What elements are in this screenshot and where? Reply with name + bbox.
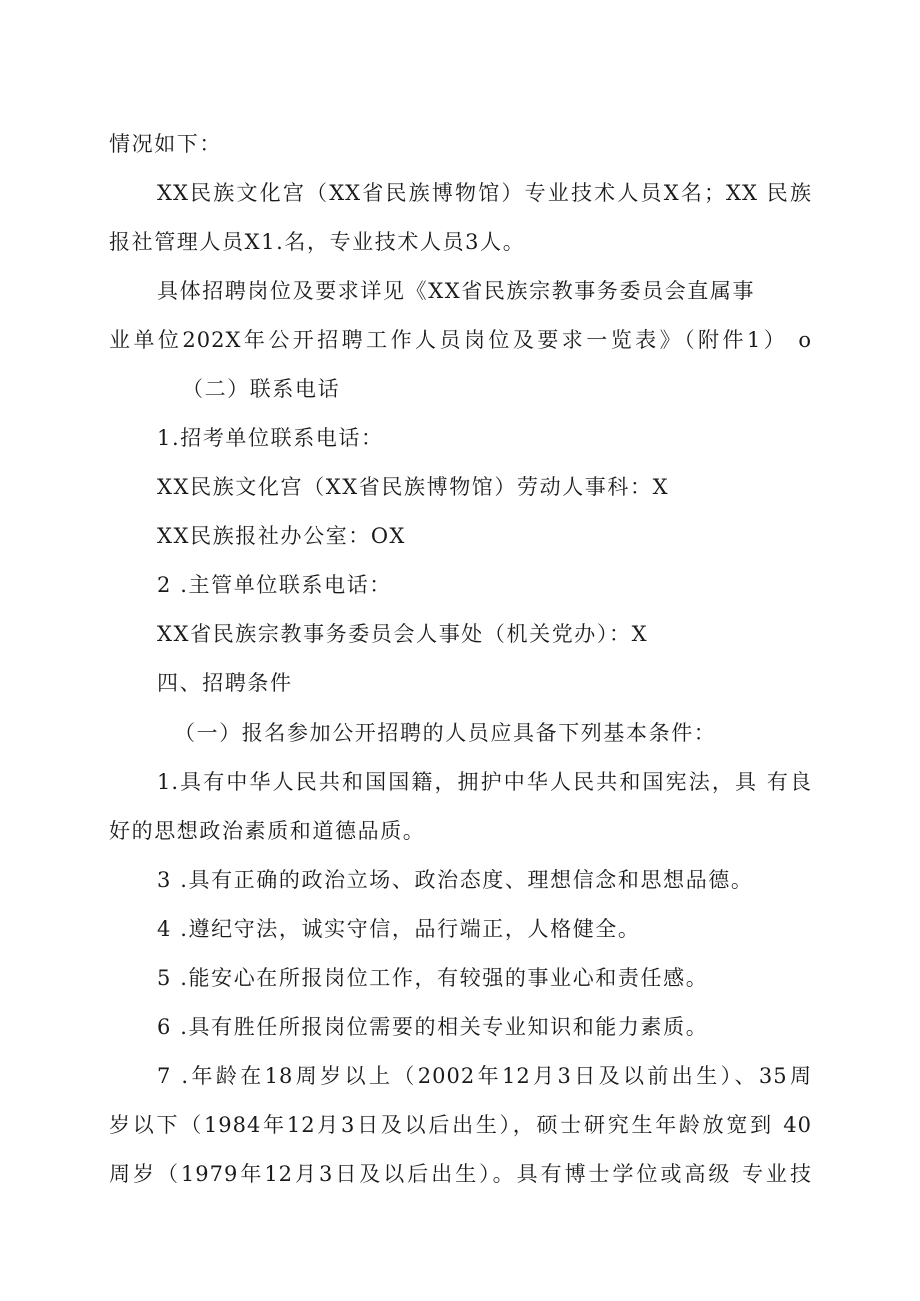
text-line-14: 1.具有中华人民共和国国籍，拥护中华人民共和国宪法，具 有良 [157, 770, 812, 794]
text-line-17: 4 .遵纪守法，诚实守信，品行端正，人格健全。 [157, 917, 641, 941]
text-line-4: 具体招聘岗位及要求详见《XX省民族宗教事务委员会直属事 [157, 279, 756, 303]
text-line-15: 好的思想政治素质和道德品质。 [109, 819, 426, 843]
text-line-19: 6 .具有胜任所报岗位需要的相关专业知识和能力素质。 [157, 1015, 709, 1039]
text-line-7: 1.招考单位联系电话： [157, 426, 384, 450]
text-line-9: XX民族报社办公室：OX [157, 524, 406, 548]
text-line-1: 情况如下： [109, 132, 222, 156]
text-line-8: XX民族文化宫（XX省民族博物馆）劳动人事科：X [157, 475, 670, 499]
text-line-10: 2 .主管单位联系电话： [157, 573, 392, 597]
text-line-18: 5 .能安心在所报岗位工作，有较强的事业心和责任感。 [157, 966, 709, 990]
text-line-11: XX省民族宗教事务委员会人事处（机关党办）：X [157, 622, 649, 646]
text-line-13: （一）报名参加公开招聘的人员应具备下列基本条件： [174, 721, 717, 745]
text-line-2: XX民族文化宫（XX省民族博物馆）专业技术人员X名；XX 民族 [157, 181, 812, 205]
text-line-3: 报社管理人员X1.名，专业技术人员3人。 [109, 230, 526, 254]
text-line-5: 业单位202X年公开招聘工作人员岗位及要求一览表》（附件1） o [109, 328, 812, 352]
section-heading-conditions: 四、招聘条件 [157, 671, 293, 695]
section-heading-contact: （二）联系电话 [182, 377, 341, 401]
text-line-16: 3 .具有正确的政治立场、政治态度、理想信念和思想品德。 [157, 868, 754, 892]
text-line-22: 周岁（1979年12月3日及以后出生）。具有博士学位或高级 专业技 [109, 1162, 812, 1186]
text-line-21: 岁以下（1984年12月3日及以后出生），硕士研究生年龄放宽到 40 [109, 1113, 812, 1137]
text-line-20: 7 .年龄在18周岁以上（2002年12月3日及以前出生）、35周 [157, 1064, 812, 1088]
